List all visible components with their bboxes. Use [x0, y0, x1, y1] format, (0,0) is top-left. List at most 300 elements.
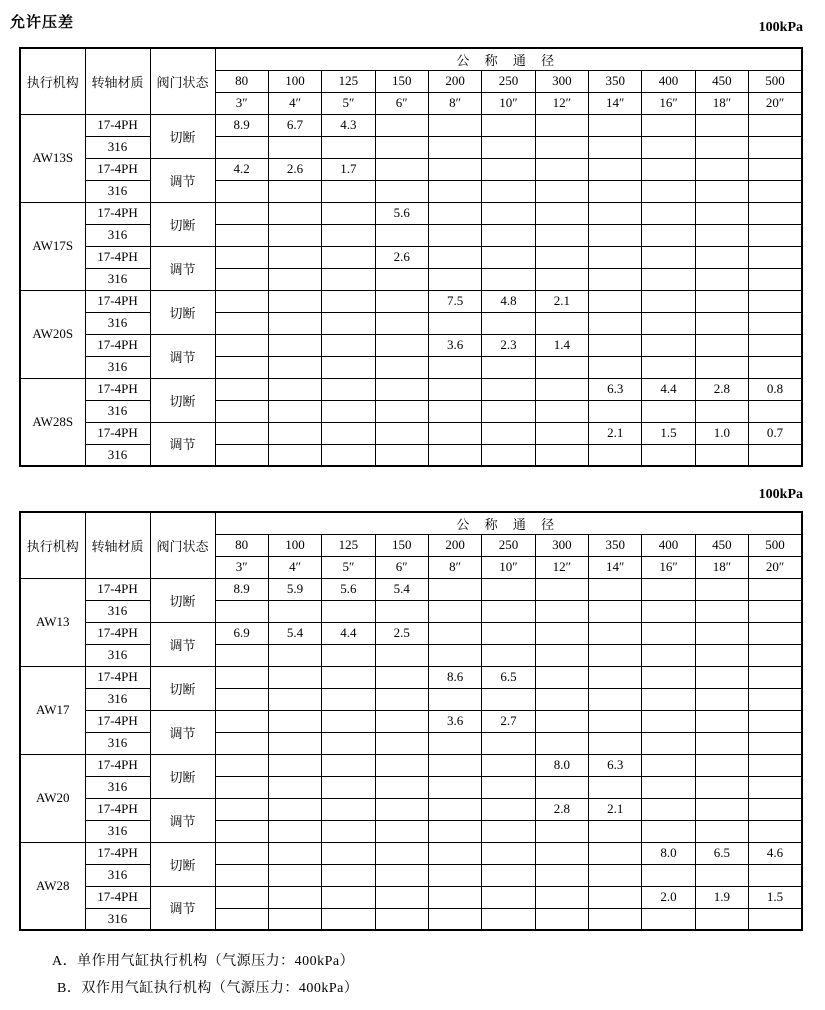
- value-cell: [482, 688, 535, 710]
- value-cell: 8.9: [215, 114, 268, 136]
- table-row: [20, 820, 802, 842]
- value-cell: [268, 644, 321, 666]
- value-cell: [695, 136, 748, 158]
- value-cell: 2.3: [482, 334, 535, 356]
- value-cell: [375, 334, 428, 356]
- shaft-material-cell: 316: [85, 644, 150, 666]
- value-cell: [375, 798, 428, 820]
- value-cell: [535, 158, 588, 180]
- header-size-mm: 125: [322, 534, 375, 556]
- value-cell: [375, 268, 428, 290]
- value-cell: [428, 356, 481, 378]
- value-cell: [695, 202, 748, 224]
- value-cell: [589, 908, 642, 930]
- value-cell: 1.5: [749, 886, 802, 908]
- value-cell: [642, 754, 695, 776]
- value-cell: [589, 776, 642, 798]
- value-cell: [375, 444, 428, 466]
- value-cell: [322, 732, 375, 754]
- value-cell: [535, 246, 588, 268]
- value-cell: [695, 732, 748, 754]
- valve-state-cell: 调节: [150, 158, 215, 202]
- header-size-mm: 350: [589, 534, 642, 556]
- table-row: [20, 268, 802, 290]
- value-cell: [749, 688, 802, 710]
- value-cell: 2.8: [535, 798, 588, 820]
- table-row: [20, 600, 802, 622]
- value-cell: 2.1: [535, 290, 588, 312]
- value-cell: [589, 644, 642, 666]
- value-cell: [428, 864, 481, 886]
- value-cell: [482, 644, 535, 666]
- table-row: [20, 378, 802, 400]
- value-cell: 0.7: [749, 422, 802, 444]
- unit-label-table1: 100kPa: [758, 20, 803, 35]
- value-cell: [749, 114, 802, 136]
- shaft-material-cell: 17-4PH: [85, 290, 150, 312]
- value-cell: [535, 268, 588, 290]
- value-cell: 6.9: [215, 622, 268, 644]
- value-cell: [215, 644, 268, 666]
- shaft-material-cell: 316: [85, 136, 150, 158]
- value-cell: [535, 732, 588, 754]
- value-cell: 4.3: [322, 114, 375, 136]
- value-cell: [749, 180, 802, 202]
- value-cell: [322, 268, 375, 290]
- value-cell: [215, 246, 268, 268]
- value-cell: [642, 600, 695, 622]
- value-cell: [589, 334, 642, 356]
- value-cell: [268, 136, 321, 158]
- pressure-table-double-acting: [19, 511, 803, 931]
- value-cell: [695, 312, 748, 334]
- value-cell: [642, 622, 695, 644]
- header-size-mm: 300: [535, 534, 588, 556]
- value-cell: [642, 202, 695, 224]
- value-cell: [589, 622, 642, 644]
- value-cell: [268, 820, 321, 842]
- value-cell: 3.6: [428, 334, 481, 356]
- value-cell: [268, 202, 321, 224]
- value-cell: [375, 224, 428, 246]
- header-valve-state: 阀门状态: [150, 48, 215, 114]
- value-cell: 6.7: [268, 114, 321, 136]
- header-size-inch: 18″: [695, 556, 748, 578]
- value-cell: [749, 400, 802, 422]
- value-cell: [749, 136, 802, 158]
- valve-state-cell: 调节: [150, 798, 215, 842]
- value-cell: [268, 688, 321, 710]
- header-size-inch: 10″: [482, 556, 535, 578]
- table-row: [20, 356, 802, 378]
- value-cell: 5.9: [268, 578, 321, 600]
- value-cell: [268, 334, 321, 356]
- value-cell: [215, 820, 268, 842]
- valve-state-cell: 切断: [150, 842, 215, 886]
- header-size-mm: 125: [322, 70, 375, 92]
- shaft-material-cell: 17-4PH: [85, 842, 150, 864]
- value-cell: [268, 732, 321, 754]
- header-valve-state: 阀门状态: [150, 512, 215, 578]
- value-cell: [375, 842, 428, 864]
- value-cell: 5.4: [375, 578, 428, 600]
- value-cell: [215, 732, 268, 754]
- header-actuator: 执行机构: [20, 48, 85, 114]
- value-cell: [749, 202, 802, 224]
- value-cell: [215, 378, 268, 400]
- header-size-inch: 8″: [428, 556, 481, 578]
- value-cell: [375, 378, 428, 400]
- value-cell: [322, 180, 375, 202]
- value-cell: [695, 224, 748, 246]
- value-cell: [642, 114, 695, 136]
- value-cell: [268, 444, 321, 466]
- header-size-mm: 200: [428, 70, 481, 92]
- value-cell: [215, 798, 268, 820]
- value-cell: [642, 644, 695, 666]
- value-cell: [695, 268, 748, 290]
- table-row: [20, 180, 802, 202]
- value-cell: [695, 622, 748, 644]
- value-cell: [268, 422, 321, 444]
- header-size-inch: 10″: [482, 92, 535, 114]
- header-size-mm: 300: [535, 70, 588, 92]
- header-size-inch: 6″: [375, 92, 428, 114]
- actuator-cell: AW20: [20, 754, 85, 842]
- valve-state-cell: 切断: [150, 290, 215, 334]
- value-cell: 2.7: [482, 710, 535, 732]
- unit-label-table2: 100kPa: [758, 487, 803, 502]
- table-row: [20, 312, 802, 334]
- valve-state-cell: 调节: [150, 334, 215, 378]
- value-cell: [589, 666, 642, 688]
- value-cell: [375, 666, 428, 688]
- shaft-material-cell: 17-4PH: [85, 754, 150, 776]
- value-cell: [428, 578, 481, 600]
- value-cell: [695, 246, 748, 268]
- value-cell: [482, 246, 535, 268]
- header-actuator: 执行机构: [20, 512, 85, 578]
- value-cell: [268, 246, 321, 268]
- value-cell: [589, 268, 642, 290]
- value-cell: [642, 776, 695, 798]
- value-cell: [535, 578, 588, 600]
- shaft-material-cell: 17-4PH: [85, 246, 150, 268]
- value-cell: [695, 754, 748, 776]
- value-cell: 5.6: [375, 202, 428, 224]
- shaft-material-cell: 17-4PH: [85, 114, 150, 136]
- value-cell: [322, 842, 375, 864]
- value-cell: 0.8: [749, 378, 802, 400]
- value-cell: 2.8: [695, 378, 748, 400]
- table-row: [20, 136, 802, 158]
- value-cell: [375, 732, 428, 754]
- value-cell: [535, 224, 588, 246]
- value-cell: [749, 622, 802, 644]
- shaft-material-cell: 17-4PH: [85, 202, 150, 224]
- value-cell: [642, 688, 695, 710]
- table-row: [20, 246, 802, 268]
- value-cell: [215, 842, 268, 864]
- value-cell: 5.6: [322, 578, 375, 600]
- value-cell: [749, 356, 802, 378]
- value-cell: [535, 820, 588, 842]
- value-cell: [749, 820, 802, 842]
- actuator-cell: AW20S: [20, 290, 85, 378]
- value-cell: [749, 798, 802, 820]
- value-cell: [642, 268, 695, 290]
- header-size-mm: 80: [215, 70, 268, 92]
- value-cell: [428, 180, 481, 202]
- table-row: [20, 908, 802, 930]
- value-cell: 4.4: [642, 378, 695, 400]
- value-cell: 8.6: [428, 666, 481, 688]
- value-cell: [215, 400, 268, 422]
- value-cell: [642, 864, 695, 886]
- value-cell: [482, 776, 535, 798]
- value-cell: [215, 202, 268, 224]
- shaft-material-cell: 316: [85, 732, 150, 754]
- value-cell: [215, 136, 268, 158]
- shaft-material-cell: 316: [85, 776, 150, 798]
- table-row: [20, 732, 802, 754]
- value-cell: [268, 842, 321, 864]
- value-cell: [215, 600, 268, 622]
- header-size-inch: 20″: [749, 92, 802, 114]
- value-cell: [375, 886, 428, 908]
- value-cell: [749, 710, 802, 732]
- value-cell: [695, 158, 748, 180]
- value-cell: [695, 864, 748, 886]
- value-cell: 1.4: [535, 334, 588, 356]
- value-cell: [215, 334, 268, 356]
- header-size-mm: 450: [695, 70, 748, 92]
- value-cell: [482, 444, 535, 466]
- value-cell: [482, 754, 535, 776]
- value-cell: [695, 334, 748, 356]
- value-cell: [428, 688, 481, 710]
- shaft-material-cell: 17-4PH: [85, 578, 150, 600]
- value-cell: [268, 798, 321, 820]
- value-cell: [749, 444, 802, 466]
- value-cell: 8.0: [642, 842, 695, 864]
- value-cell: [428, 136, 481, 158]
- note-a: A．单作用气缸执行机构（气源压力：400kPa）: [52, 954, 355, 969]
- valve-state-cell: 调节: [150, 886, 215, 930]
- value-cell: [268, 312, 321, 334]
- table-row: [20, 622, 802, 644]
- value-cell: [589, 688, 642, 710]
- value-cell: 2.6: [375, 246, 428, 268]
- value-cell: [589, 400, 642, 422]
- table-row: [20, 114, 802, 136]
- value-cell: [322, 644, 375, 666]
- value-cell: [428, 224, 481, 246]
- value-cell: [322, 820, 375, 842]
- value-cell: [749, 268, 802, 290]
- value-cell: [215, 422, 268, 444]
- header-size-mm: 500: [749, 70, 802, 92]
- pressure-table-single-acting: [19, 47, 803, 467]
- value-cell: [535, 444, 588, 466]
- value-cell: [589, 842, 642, 864]
- value-cell: [428, 158, 481, 180]
- value-cell: [268, 908, 321, 930]
- value-cell: [482, 158, 535, 180]
- header-size-inch: 12″: [535, 556, 588, 578]
- value-cell: 6.5: [482, 666, 535, 688]
- value-cell: [268, 268, 321, 290]
- value-cell: [215, 290, 268, 312]
- shaft-material-cell: 17-4PH: [85, 158, 150, 180]
- value-cell: [428, 798, 481, 820]
- value-cell: [535, 886, 588, 908]
- valve-state-cell: 切断: [150, 378, 215, 422]
- table-row: [20, 578, 802, 600]
- value-cell: [642, 334, 695, 356]
- value-cell: [589, 444, 642, 466]
- header-size-inch: 3″: [215, 92, 268, 114]
- shaft-material-cell: 17-4PH: [85, 886, 150, 908]
- value-cell: [215, 776, 268, 798]
- pressure-table-single-acting: [19, 47, 803, 467]
- value-cell: [482, 732, 535, 754]
- value-cell: [428, 732, 481, 754]
- value-cell: [428, 400, 481, 422]
- value-cell: [215, 754, 268, 776]
- value-cell: [428, 378, 481, 400]
- value-cell: [268, 886, 321, 908]
- value-cell: [482, 114, 535, 136]
- value-cell: [322, 290, 375, 312]
- value-cell: [589, 886, 642, 908]
- shaft-material-cell: 316: [85, 908, 150, 930]
- value-cell: [749, 158, 802, 180]
- value-cell: [322, 688, 375, 710]
- shaft-material-cell: 316: [85, 268, 150, 290]
- value-cell: 2.1: [589, 422, 642, 444]
- table-row: [20, 334, 802, 356]
- value-cell: [695, 710, 748, 732]
- shaft-material-cell: 316: [85, 600, 150, 622]
- value-cell: [215, 444, 268, 466]
- value-cell: 5.4: [268, 622, 321, 644]
- value-cell: [695, 688, 748, 710]
- value-cell: [589, 732, 642, 754]
- value-cell: [322, 776, 375, 798]
- header-size-mm: 100: [268, 534, 321, 556]
- header-shaft-material: 转轴材质: [85, 48, 150, 114]
- value-cell: [322, 378, 375, 400]
- value-cell: [215, 864, 268, 886]
- value-cell: [268, 356, 321, 378]
- value-cell: [482, 864, 535, 886]
- value-cell: [695, 820, 748, 842]
- valve-state-cell: 调节: [150, 422, 215, 466]
- value-cell: [749, 864, 802, 886]
- actuator-cell: AW28: [20, 842, 85, 930]
- header-size-mm: 450: [695, 534, 748, 556]
- value-cell: [535, 312, 588, 334]
- value-cell: [535, 400, 588, 422]
- value-cell: [589, 202, 642, 224]
- table-row: [20, 290, 802, 312]
- table-row: [20, 224, 802, 246]
- value-cell: [695, 356, 748, 378]
- value-cell: 2.5: [375, 622, 428, 644]
- header-nominal-diameter: 公 称 通 径: [215, 512, 802, 534]
- shaft-material-cell: 17-4PH: [85, 378, 150, 400]
- value-cell: [375, 158, 428, 180]
- value-cell: [322, 798, 375, 820]
- value-cell: [749, 666, 802, 688]
- value-cell: [642, 246, 695, 268]
- value-cell: [482, 798, 535, 820]
- value-cell: [749, 754, 802, 776]
- value-cell: [482, 578, 535, 600]
- table-row: [20, 776, 802, 798]
- value-cell: [322, 886, 375, 908]
- value-cell: [535, 908, 588, 930]
- shaft-material-cell: 316: [85, 444, 150, 466]
- value-cell: [322, 334, 375, 356]
- value-cell: [589, 114, 642, 136]
- shaft-material-cell: 316: [85, 820, 150, 842]
- value-cell: [535, 622, 588, 644]
- table-row: [20, 710, 802, 732]
- table-row: [20, 400, 802, 422]
- value-cell: [482, 312, 535, 334]
- header-size-inch: 5″: [322, 556, 375, 578]
- header-size-mm: 80: [215, 534, 268, 556]
- header-size-inch: 14″: [589, 556, 642, 578]
- shaft-material-cell: 316: [85, 180, 150, 202]
- value-cell: 2.6: [268, 158, 321, 180]
- value-cell: [749, 644, 802, 666]
- header-size-inch: 18″: [695, 92, 748, 114]
- value-cell: [375, 864, 428, 886]
- value-cell: [482, 136, 535, 158]
- value-cell: [428, 842, 481, 864]
- table-row: [20, 864, 802, 886]
- value-cell: [215, 688, 268, 710]
- value-cell: [428, 776, 481, 798]
- value-cell: [482, 400, 535, 422]
- value-cell: [642, 578, 695, 600]
- value-cell: [589, 312, 642, 334]
- value-cell: [695, 114, 748, 136]
- value-cell: [482, 224, 535, 246]
- shaft-material-cell: 316: [85, 312, 150, 334]
- value-cell: [375, 710, 428, 732]
- value-cell: [482, 422, 535, 444]
- value-cell: [268, 776, 321, 798]
- actuator-cell: AW17: [20, 666, 85, 754]
- value-cell: 3.6: [428, 710, 481, 732]
- note-b: B．双作用气缸执行机构（气源压力：400kPa）: [57, 981, 359, 996]
- value-cell: 4.4: [322, 622, 375, 644]
- value-cell: [375, 820, 428, 842]
- value-cell: [642, 180, 695, 202]
- actuator-cell: AW28S: [20, 378, 85, 466]
- value-cell: [535, 422, 588, 444]
- value-cell: 2.1: [589, 798, 642, 820]
- shaft-material-cell: 17-4PH: [85, 798, 150, 820]
- value-cell: [589, 290, 642, 312]
- value-cell: [215, 908, 268, 930]
- value-cell: [428, 246, 481, 268]
- header-size-mm: 250: [482, 70, 535, 92]
